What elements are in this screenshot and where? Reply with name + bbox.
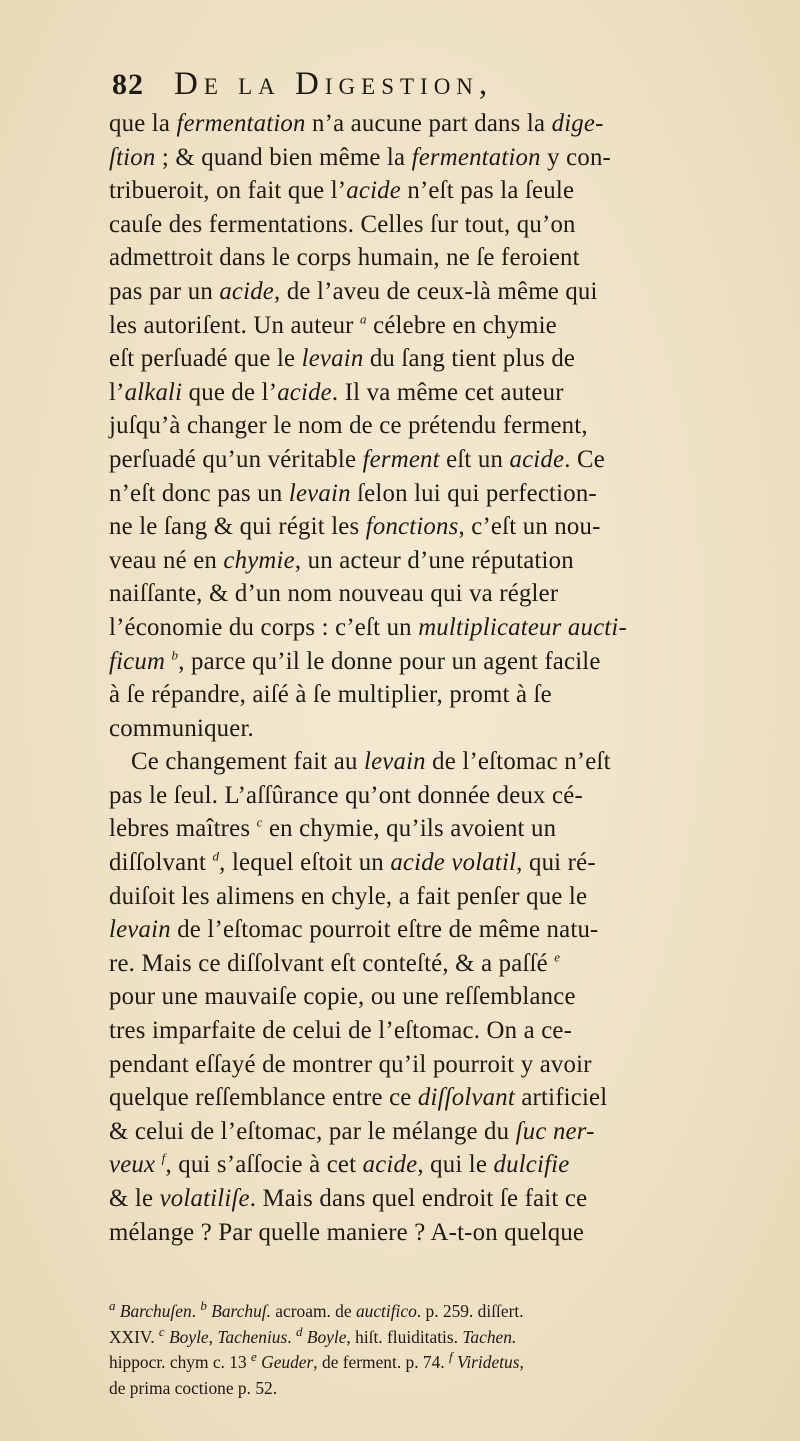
text-line: cauſe des fermentations. Celles ſur tout, qu’on <box>109 210 576 238</box>
text-line: n’eſt donc pas un levain ſelon lui qui perfection- <box>109 479 597 507</box>
text-line: naiſſante, & d’un nom nouveau qui va régler <box>109 580 559 608</box>
text-line: l’alkali que de l’acide. Il va même cet auteur <box>109 378 564 406</box>
text-line: ne le ſang & qui régit les fonctions, c’eſt un nou- <box>109 513 601 541</box>
text-line: juſqu’à changer le nom de ce prétendu ferment, <box>109 412 588 440</box>
text-line: re. Mais ce diſſolvant eſt conteſté, & a paſſé $^e$ <box>109 949 561 977</box>
text-line: l’économie du corps : c’eſt un multiplicateur aucti- <box>109 613 627 641</box>
text-line: veau né en chymie, un acteur d’une réputation <box>109 546 574 574</box>
footnote-line: de prima coctione p. 52. <box>109 1377 278 1398</box>
text-line: levain de l’eſtomac pourroit eſtre de même natu- <box>109 916 599 944</box>
text-line: diſſolvant $^d$, lequel eſtoit un acide volatil, qui ré- <box>109 848 596 877</box>
text-line: tres imparfaite de celui de l’eſtomac. On a ce- <box>109 1017 573 1045</box>
text-line: admettroit dans le corps humain, ne ſe feroient <box>109 244 580 272</box>
body-text <box>109 107 800 1249</box>
text-line: pour une mauvaiſe copie, ou une reſſemblance <box>109 983 576 1011</box>
text-line: & celui de l’eſtomac, par le mélange du ſuc ner- <box>109 1117 595 1145</box>
text-line: mélange ? Par quelle maniere ? A-t-on quelque <box>109 1218 585 1246</box>
running-title: De la Digestion, <box>174 66 494 102</box>
text-line: & le volatiliſe. Mais dans quel endroit ſe fait ce <box>109 1185 588 1212</box>
footnote-line: hippocr. chym c. 13 $^e$ Geuder, de ferment. p. 74. $^f$ Viridetus, <box>109 1349 524 1372</box>
footnote-line: $^a$ Barchuſen. $^b$ Barchuſ. acroam. de auctifico. p. 259. diſſert. <box>109 1298 524 1321</box>
text-line: quelque reſſemblance entre ce diſſolvant artificiel <box>109 1084 608 1112</box>
footnote-line: XXIV. $^c$ Boyle, Tachenius. $^d$ Boyle, hiſt. fluiditatis. Tachen. <box>109 1323 517 1347</box>
text-line: Ce changement fait au levain de l’eſtomac n’eſt <box>131 748 611 776</box>
text-line: duiſoit les alimens en chyle, a fait penſer que le <box>109 882 588 910</box>
text-line: à ſe répandre, aiſé à ſe multiplier, promt à ſe <box>109 681 552 709</box>
text-line: lebres maîtres $^c$ en chymie, qu’ils avoient un <box>109 815 557 843</box>
text-line: perſuadé qu’un véritable ferment eſt un acide. Ce <box>109 445 605 473</box>
text-line: pas par un acide, de l’aveu de ceux-là même qui <box>109 277 598 305</box>
text-line: pas le ſeul. L’aſſûrance qu’ont donnée deux cé- <box>109 781 583 809</box>
text-line: les autoriſent. Un auteur $^a$ célebre en chymie <box>109 311 557 339</box>
page-number: 82 <box>112 68 144 101</box>
text-line: tribueroit, on fait que l’acide n’eſt pas la ſeule <box>109 177 575 205</box>
text-line: eſt perſuadé que le levain du ſang tient plus de <box>109 345 576 373</box>
text-line: ficum $^b$, parce qu’il le donne pour un agent facile <box>109 647 601 675</box>
text-line: communiquer. <box>109 714 254 742</box>
text-line: pendant eſſayé de montrer qu’il pourroit y avoir <box>109 1050 592 1078</box>
text-line: que la fermentation n’a aucune part dans la dige- <box>109 110 604 137</box>
running-header <box>112 66 712 110</box>
text-line: ſtion ; & quand bien même la fermentation y con- <box>109 143 612 171</box>
text-line: veux $^f$, qui s’aſſocie à cet acide, qui le dulcifie <box>109 1151 570 1179</box>
footnotes <box>109 1299 794 1401</box>
